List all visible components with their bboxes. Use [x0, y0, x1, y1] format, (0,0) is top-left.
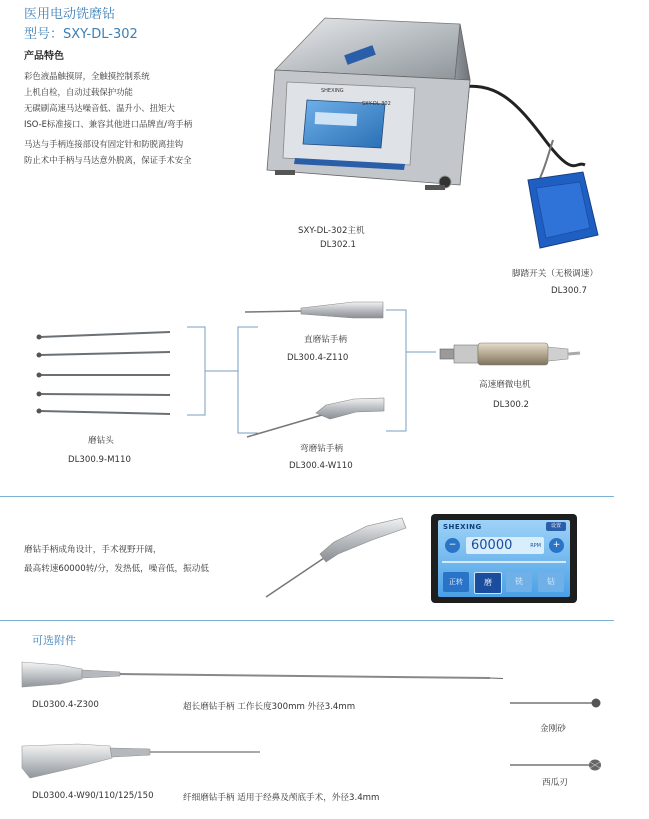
main-unit-model-plate: SXY-DL-302 [362, 101, 391, 107]
melon-bur-caption: 西瓜刃 [542, 778, 568, 788]
touchscreen-display [438, 520, 570, 597]
main-unit-code: DL302.1 [320, 240, 357, 250]
long-handpiece-desc: 超长磨钻手柄 工作长度300mm 外径3.4mm [183, 702, 356, 712]
model-number: 型号：SXY-DL-302 [24, 27, 138, 42]
page-title: 医用电动铣磨钻 [24, 7, 116, 22]
main-unit-brand: SHEXING [321, 88, 344, 94]
feature-item: 无碳刷高速马达噪音低、温升小、扭矩大 [24, 103, 175, 113]
foot-switch-code: DL300.7 [551, 286, 588, 296]
long-handpiece-image [20, 660, 505, 690]
straight-handpiece-image [243, 298, 388, 322]
handpiece-closeup-image [262, 510, 412, 600]
burs-caption: 磨钻头 [88, 436, 114, 446]
feature-item: 上机自检，自动过载保护功能 [24, 87, 133, 97]
screen-drill-button[interactable]: 钻 [538, 572, 564, 592]
screen-brand: SHEXING [443, 523, 482, 531]
long-handpiece-code: DL0300.4-Z300 [32, 700, 99, 710]
motor-image [440, 340, 580, 368]
motor-code: DL300.2 [493, 400, 530, 410]
thin-handpiece-code: DL0300.4-W90/110/125/150 [32, 791, 154, 801]
speed-bar [442, 561, 566, 563]
diamond-bur-image [510, 697, 602, 709]
section-divider [0, 620, 614, 621]
screen-mill-button[interactable]: 铣 [506, 572, 532, 592]
thin-handpiece-image [20, 738, 270, 783]
screen-plus-button[interactable]: + [549, 538, 564, 553]
feature-desc-line2: 最高转速60000转/分，发热低，噪音低，振动低 [24, 564, 209, 574]
angled-handpiece-caption: 弯磨钻手柄 [300, 444, 343, 454]
motor-caption: 高速磨微电机 [479, 380, 531, 390]
foot-switch-caption: 脚踏开关（无极调速） [512, 269, 598, 279]
feature-desc-line1: 磨钻手柄成角设计，手术视野开阔， [24, 545, 162, 555]
feature-item: 马达与手柄连接部设有固定针和防脱离挂钩 [24, 139, 184, 149]
feature-item: 彩色液晶触摸屏，全触摸控制系统 [24, 71, 150, 81]
straight-handpiece-code: DL300.4-Z110 [287, 353, 349, 363]
screen-minus-button[interactable]: − [445, 538, 460, 553]
screen-settings-button[interactable]: 设置 [546, 522, 566, 531]
features-heading: 产品特色 [24, 51, 64, 62]
screen-forward-button[interactable]: 正转 [443, 572, 469, 592]
main-unit-caption: SXY-DL-302主机 [298, 226, 365, 236]
rpm-display [466, 537, 544, 554]
burs-code: DL300.9-M110 [68, 455, 131, 465]
feature-item: ISO-E标准接口、兼容其他进口品牌直/弯手柄 [24, 119, 193, 129]
section-divider [0, 496, 614, 497]
thin-handpiece-desc: 纤细磨钻手柄 适用于经鼻及颅底手术，外径3.4mm [183, 793, 380, 803]
diamond-bur-caption: 金刚砂 [540, 724, 566, 734]
melon-bur-image [510, 758, 602, 772]
angled-handpiece-code: DL300.4-W110 [289, 461, 353, 471]
rpm-unit: RPM [530, 543, 541, 549]
screen-grind-button[interactable]: 磨 [474, 572, 502, 594]
accessories-title: 可选附件 [32, 634, 76, 647]
burs-image [30, 325, 175, 420]
touchscreen-panel [431, 514, 577, 603]
rpm-value: 60000 [471, 538, 513, 553]
angled-handpiece-image [244, 395, 389, 440]
feature-item: 防止术中手柄与马达意外脱离，保证手术安全 [24, 155, 192, 165]
straight-handpiece-caption: 直磨钻手柄 [304, 335, 347, 345]
